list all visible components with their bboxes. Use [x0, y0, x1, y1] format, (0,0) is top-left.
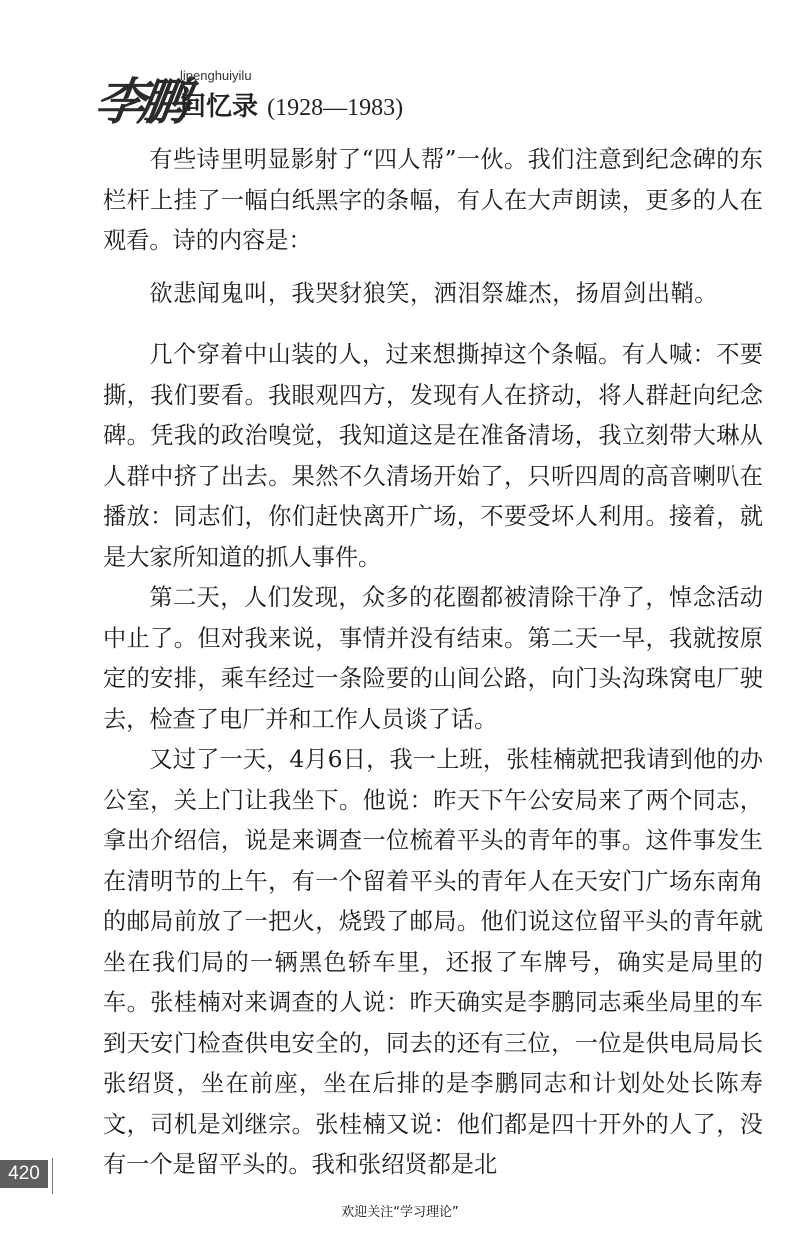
running-header — [91, 56, 496, 131]
page-number-rule — [52, 1158, 53, 1194]
paragraph: 又过了一天，4月6日，我一上班，张桂楠就把我请到他的办公室，关上门让我坐下。他说：昨天下午公安局来了两个同志，拿出介绍信，说是来调查一位梳着平头的青年的事。这件事发生在清明节的上午，有一个留着平头的青年人在天安门广场东南角的邮局前放了一把火，烧毁了邮局。他们说这位留平头的青年就坐在我们局的一辆黑色轿车里，还报了车牌号，确实是局里的车。张桂楠对来调查的人说：昨天确实是李鹏同志乘坐局里的车到天安门检查供电安全的，同去的还有三位，一位是供电局局长张绍贤，坐在前座，坐在后排的是李鹏同志和计划处处长陈寿文，司机是刘继宗。张桂楠又说：他们都是四十开外的人了，没有一个是留平头的。我和张绍贤都是北 — [103, 746, 763, 1178]
header-pinyin: lipenghuiyilu — [180, 68, 252, 83]
paragraph: 有些诗里明显影射了“四人帮”一伙。我们注意到纪念碑的东栏杆上挂了一幅白纸黑字的条幅，有人在大声朗读，更多的人在观看。诗的内容是： — [103, 146, 763, 254]
header-title — [180, 86, 403, 123]
header-years: (1928—1983) — [267, 95, 404, 121]
header-title-text: 回忆录 — [180, 92, 259, 122]
page-number: 420 — [0, 1160, 48, 1188]
book-logo: 李鹏 — [91, 72, 188, 131]
paragraph: 几个穿着中山装的人，过来想撕掉这个条幅。有人喊：不要撕，我们要看。我眼观四方，发现有人在挤动，将人群赶向纪念碑。凭我的政治嗅觉，我知道这是在准备清场，我立刻带大琳从人群中挤了出去。果然不久清场开始了，只听四周的高音喇叭在播放：同志们，你们赶快离开广场，不要受坏人利用。接着，就是大家所知道的抓人事件。 — [103, 341, 763, 571]
paragraph: 第二天，人们发现，众多的花圈都被清除干净了，悼念活动中止了。但对我来说，事情并没有结束。第二天一早，我就按原定的安排，乘车经过一条险要的山间公路，向门头沟珠窝电厂驶去，检查了电厂并和工作人员谈了话。 — [103, 584, 763, 733]
body-text — [103, 140, 763, 1186]
poem-line: 欲悲闻鬼叫，我哭豺狼笑，洒泪祭雄杰，扬眉剑出鞘。 — [149, 279, 718, 307]
footer-caption: 欢迎关注“学习理论” — [341, 1205, 459, 1220]
